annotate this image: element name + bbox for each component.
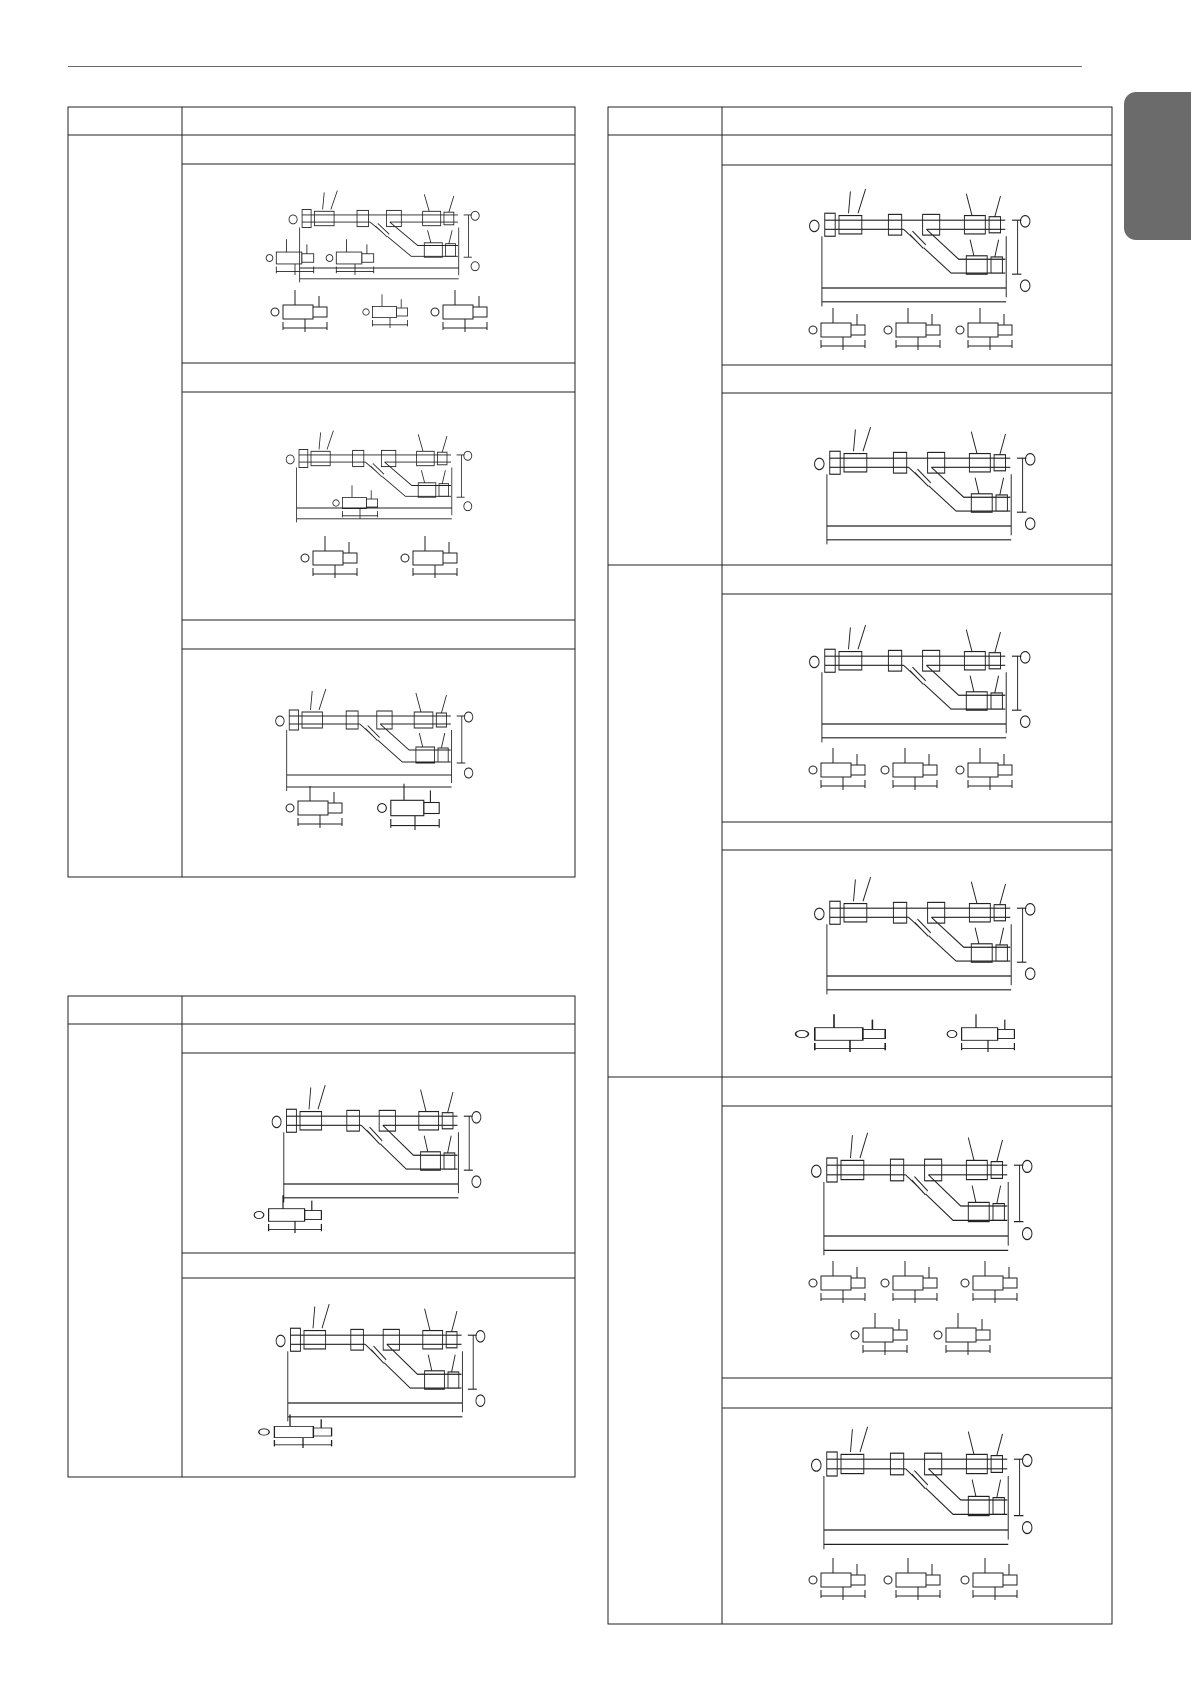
pipe-drawing-r2a — [809, 625, 1030, 790]
pipe-drawing-r2b — [796, 877, 1035, 1052]
pipe-drawing-r3a — [809, 1133, 1032, 1355]
pipe-drawing-r3b — [809, 1427, 1032, 1600]
left-table-2 — [68, 996, 575, 1477]
pipe-drawing-l1c — [276, 689, 473, 830]
pipe-drawing-r1b — [815, 427, 1035, 544]
pipe-drawing-l2a — [254, 1085, 481, 1233]
pipe-drawing-l1a — [266, 191, 487, 332]
pipe-drawing-l1b — [286, 431, 472, 578]
pipe-drawing-l2b — [259, 1304, 485, 1448]
pipe-drawing-r1a — [809, 189, 1030, 350]
